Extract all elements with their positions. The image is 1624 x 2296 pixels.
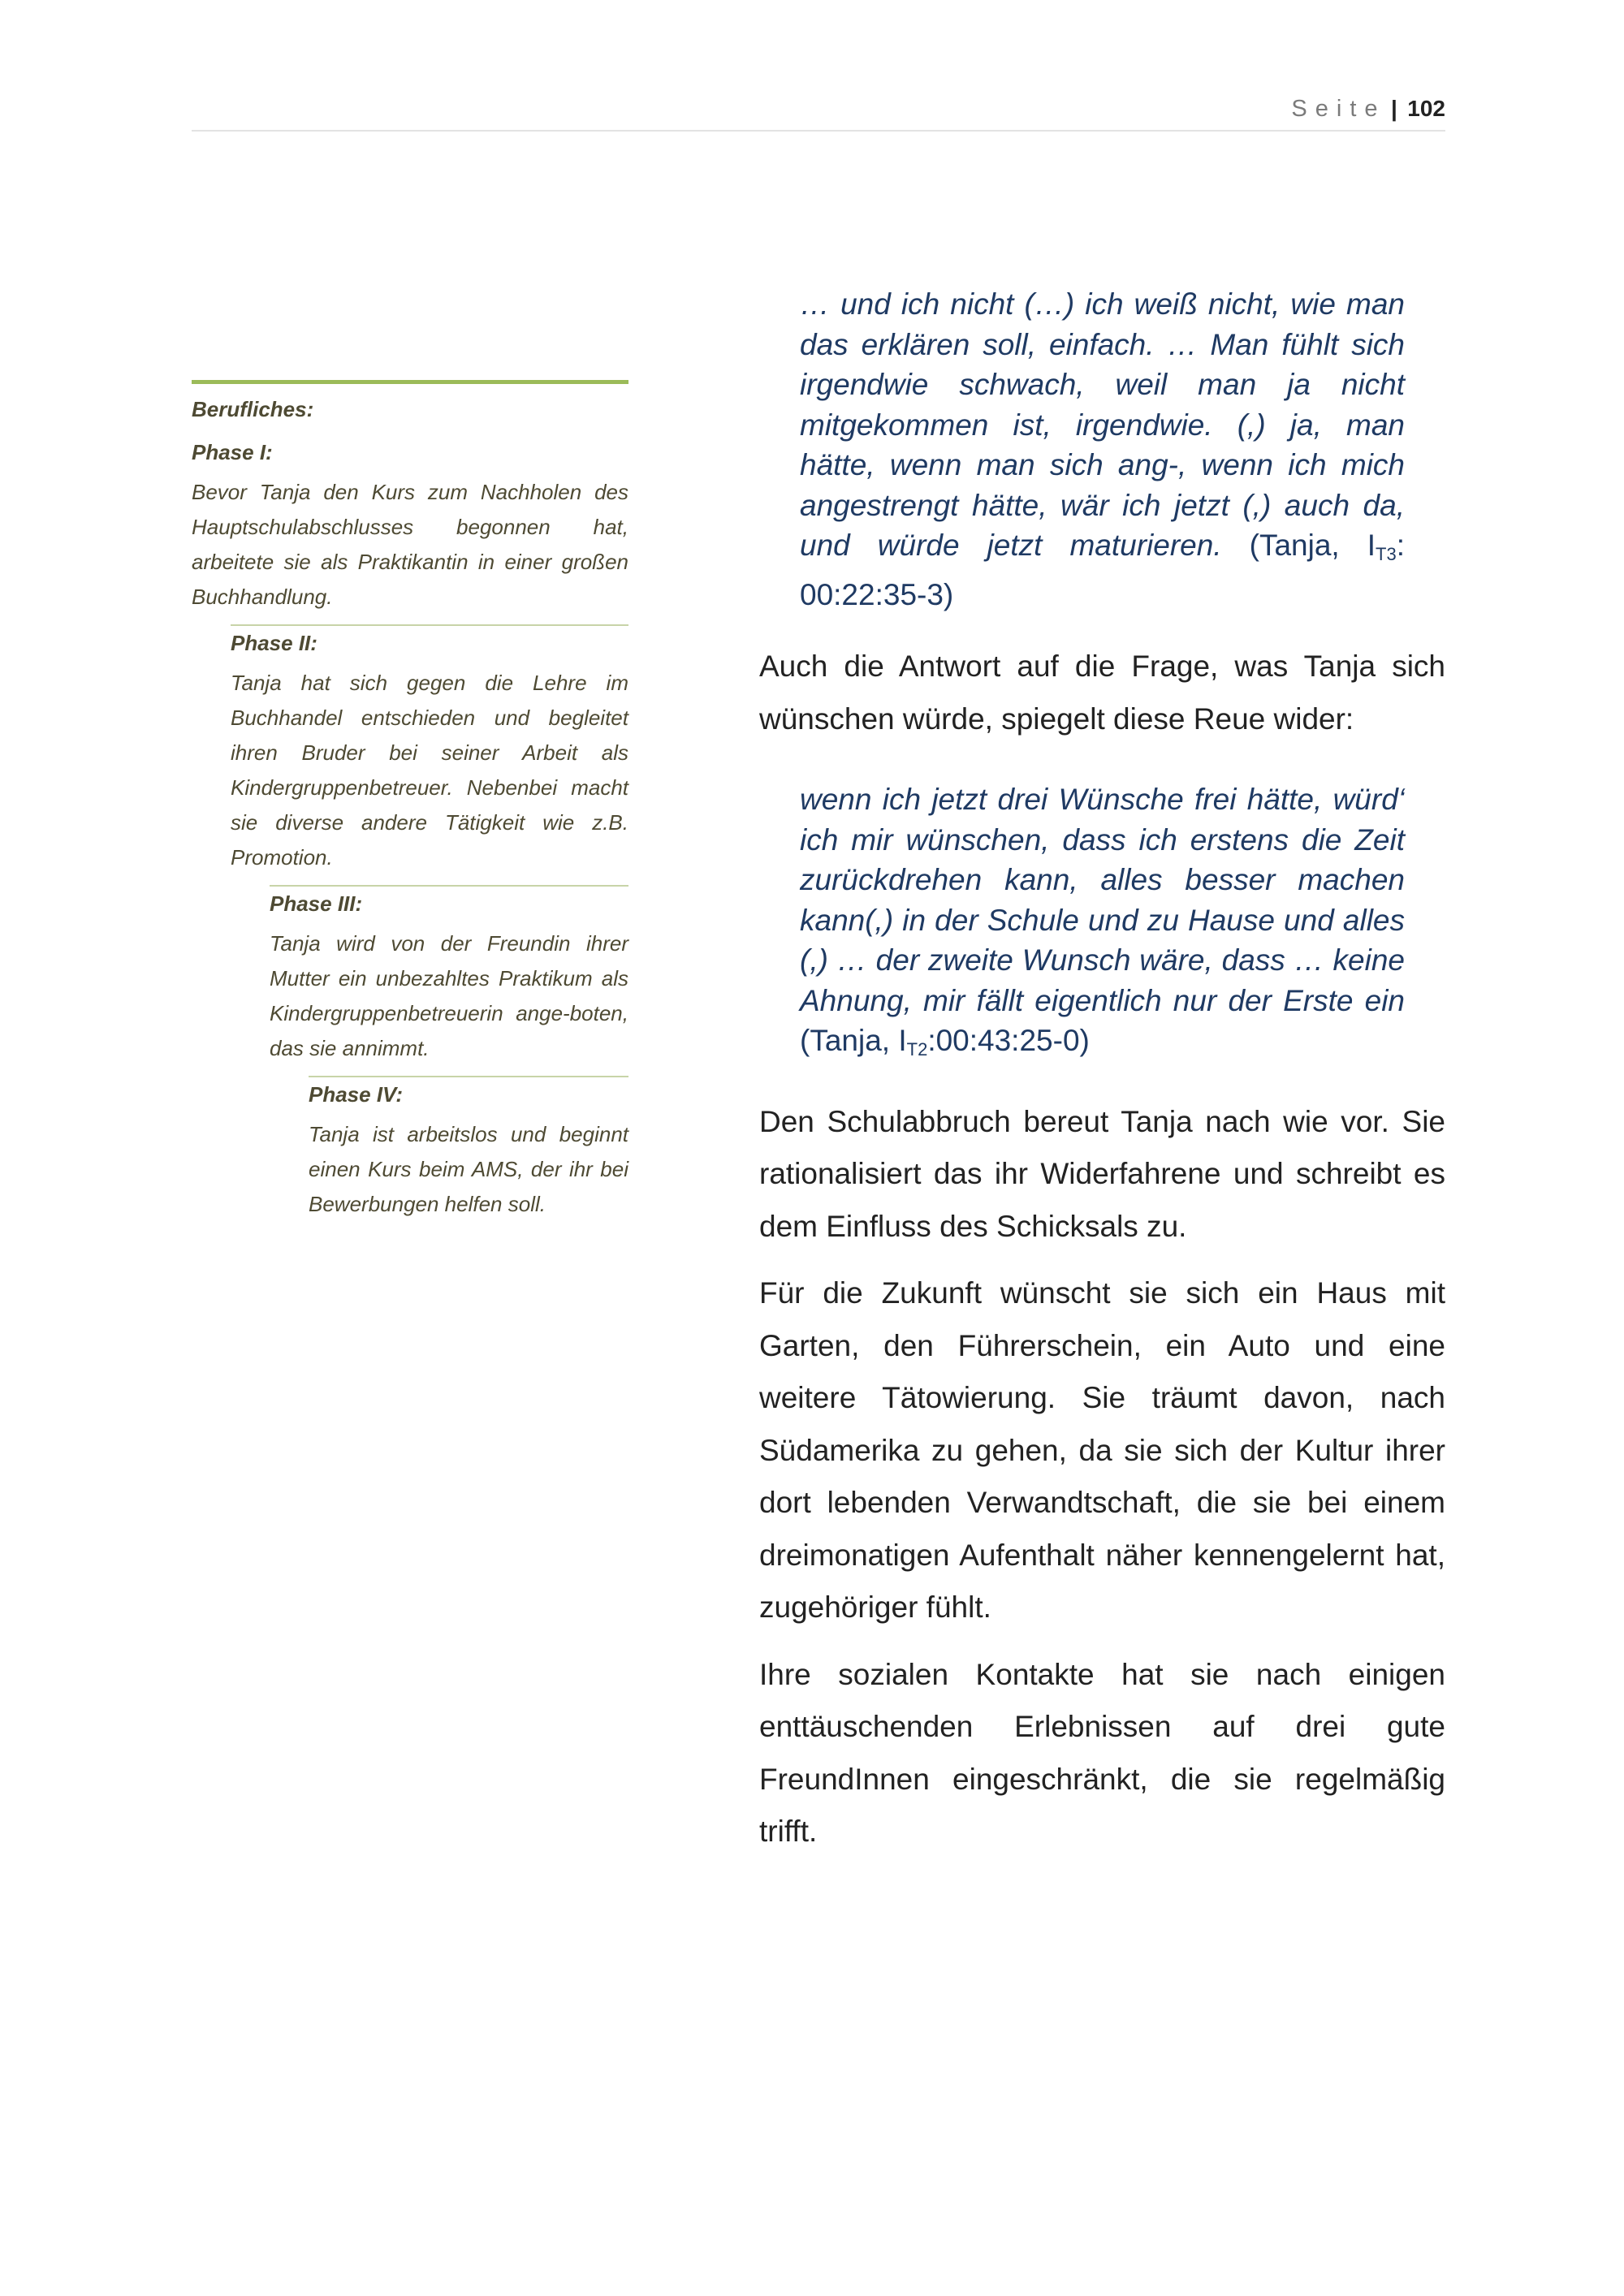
page-number: 102 — [1407, 96, 1445, 121]
phase-4-label: Phase IV: — [309, 1082, 404, 1107]
sidebar-top-rule — [192, 380, 628, 384]
header-separator: | — [1390, 96, 1397, 121]
paragraph-2: Den Schulabbruch bereut Tanja nach wie vor. Sie rationalisiert das ihr Widerfahrene und schreibt es dem Einfluss des Schicksals zu. — [759, 1104, 1445, 1243]
phase-4-text: Tanja ist arbeitslos und beginnt einen Kurs beim AMS, der ihr bei Bewerbungen helfen soll. — [309, 1122, 628, 1216]
seite-label: Seite — [1291, 96, 1386, 122]
quote-2-reference: (Tanja, $I_{T2}:00:43:25-0$) — [800, 1024, 1090, 1060]
paragraph-1: Auch die Antwort auf die Frage, was Tanja sich wünschen würde, spiegelt diese Reue wider: — [759, 650, 1445, 736]
phase-3-text: Tanja wird von der Freundin ihrer Mutter ein unbezahltes Praktikum als Kindergruppenbetreuerin ange-boten, das sie annimmt. — [270, 931, 628, 1060]
phase-3-label: Phase III: — [270, 891, 363, 916]
phase-1-label: Phase I: — [192, 440, 273, 464]
quote-1-text: … und ich nicht (…) ich weiß nicht, wie man das erklären soll, einfach. … Man fühlt sich irgendwie schwach, weil man ja nicht mitgekommen ist, irgendwie. (,) ja, man hätte, wenn man sich ang-, wenn ich mich angestrengt hätte, wär ich jetzt (,) auch da, und würde jetzt maturieren. — [800, 287, 1405, 562]
phase-2 — [231, 624, 628, 875]
quote-1 — [800, 284, 1405, 615]
phase-2-label: Phase II: — [231, 631, 317, 655]
page-header — [192, 96, 1445, 132]
main-column — [759, 284, 1445, 1858]
sidebar-title: Berufliches: — [192, 397, 314, 421]
quote-1-reference: (Tanja, $I_{T3}$: 00:22:35-3) — [800, 529, 1405, 611]
quote-2 — [800, 779, 1405, 1070]
paragraph-3: Für die Zukunft wünscht sie sich ein Haus mit Garten, den Führerschein, ein Auto und eine weitere Tätowierung. Sie träumt davon, nach Südamerika zu gehen, da sie sich der Kultur ihrer dort lebenden Verwandtschaft, die sie bei einem dreimonatigen Aufenthalt näher kennengelernt hat, zugehöriger fühlt. — [759, 1276, 1445, 1624]
phase-3 — [270, 885, 628, 1066]
phase-4 — [309, 1076, 628, 1222]
quote-2-text: wenn ich jetzt drei Wünsche frei hätte, würd‘ ich mir wünschen, dass ich erstens die Zeit zurückdrehen kann, alles besser machen kann(,) in der Schule und zu Hause und alles (,) … der zweite Wunsch wäre, dass … keine Ahnung, mir fällt eigentlich nur der Erste ein — [800, 783, 1405, 1017]
career-sidebar — [192, 380, 628, 1222]
phase-1-text: Bevor Tanja den Kurs zum Nachholen des Hauptschulabschlusses begonnen hat, arbeitete sie als Praktikantin in einer großen Buchhandlung. — [192, 480, 628, 609]
phase-2-text: Tanja hat sich gegen die Lehre im Buchhandel entschieden und begleitet ihren Bruder bei seiner Arbeit als Kindergruppenbetreuer. Nebenbei macht sie diverse andere Tätigkeit wie z.B. Promotion. — [231, 671, 628, 870]
paragraph-4: Ihre sozialen Kontakte hat sie nach einigen enttäuschenden Erlebnissen auf drei gute FreundInnen eingeschränkt, die sie regelmäßig trifft. — [759, 1657, 1445, 1848]
phase-1 — [192, 440, 628, 615]
